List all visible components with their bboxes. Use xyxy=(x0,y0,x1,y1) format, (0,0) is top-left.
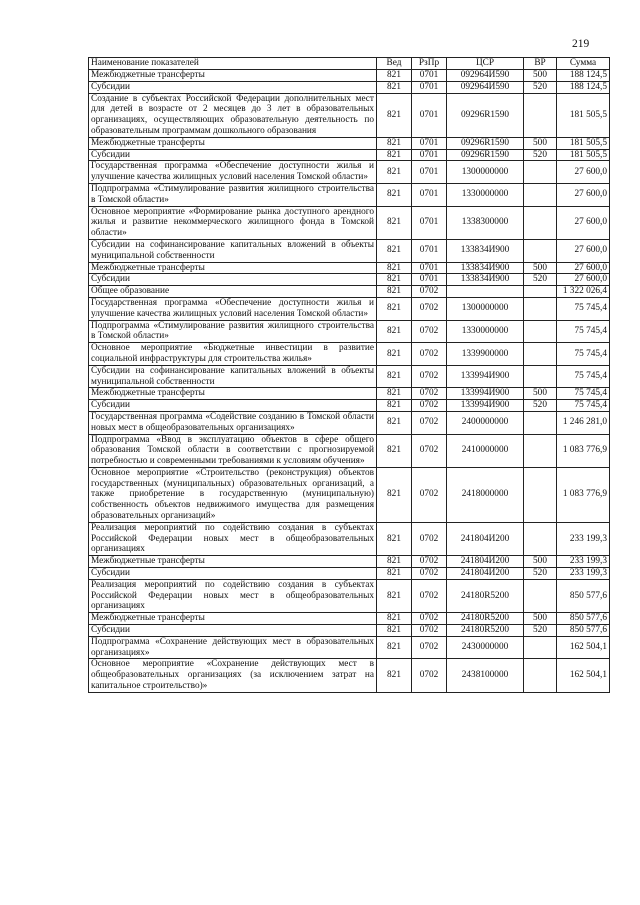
row-vr xyxy=(524,467,557,522)
row-rzpr: 0701 xyxy=(412,239,447,262)
row-sum: 233 199,3 xyxy=(557,568,610,580)
table-row xyxy=(89,522,610,555)
table-row xyxy=(89,137,610,149)
row-rzpr: 0701 xyxy=(412,161,447,184)
row-name: Государственная программа «Обеспечение доступности жилья и улучшение качества жилищных условий населения Томской области» xyxy=(89,297,377,320)
row-sum: 27 600,0 xyxy=(557,262,610,274)
row-csr: 09296R1590 xyxy=(447,149,524,161)
table-row xyxy=(89,579,610,612)
row-vr: 520 xyxy=(524,625,557,637)
row-csr: 241804И200 xyxy=(447,568,524,580)
row-sum: 27 600,0 xyxy=(557,274,610,286)
row-sum: 181 505,5 xyxy=(557,137,610,149)
budget-table xyxy=(88,57,610,693)
row-rzpr: 0702 xyxy=(412,659,447,692)
row-rzpr: 0702 xyxy=(412,556,447,568)
header-vr: ВР xyxy=(524,58,557,70)
row-vr xyxy=(524,522,557,555)
row-sum: 75 745,4 xyxy=(557,400,610,412)
row-csr: 09296R1590 xyxy=(447,137,524,149)
row-csr: 1300000000 xyxy=(447,297,524,320)
row-rzpr: 0701 xyxy=(412,206,447,239)
row-name: Основное мероприятие «Строительство (реконструкция) объектов государственных (муниципальных) образовательных организаций, а также приобретение в государственную (муниципальную) собственность объектов недвижимого имущества для размещения образовательных организаций» xyxy=(89,467,377,522)
row-rzpr: 0702 xyxy=(412,400,447,412)
row-vr xyxy=(524,434,557,467)
row-csr: 1300000000 xyxy=(447,161,524,184)
row-sum: 75 745,4 xyxy=(557,320,610,343)
table-row xyxy=(89,81,610,93)
table-body xyxy=(89,70,610,693)
row-vr: 500 xyxy=(524,70,557,82)
row-vr xyxy=(524,93,557,137)
header-name: Наименование показателей xyxy=(89,58,377,70)
row-vr xyxy=(524,365,557,388)
row-sum: 1 083 776,9 xyxy=(557,434,610,467)
row-name: Реализация мероприятий по содействию создания в субъектах Российской Федерации новых мест в общеобразовательных организациях xyxy=(89,579,377,612)
row-ved: 821 xyxy=(377,137,412,149)
row-csr xyxy=(447,286,524,298)
row-name: Субсидии xyxy=(89,400,377,412)
row-name: Субсидии xyxy=(89,274,377,286)
row-name: Межбюджетные трансферты xyxy=(89,137,377,149)
row-vr xyxy=(524,636,557,659)
table-row xyxy=(89,262,610,274)
header-csr: ЦСР xyxy=(447,58,524,70)
row-ved: 821 xyxy=(377,613,412,625)
table-row xyxy=(89,70,610,82)
row-csr: 2418000000 xyxy=(447,467,524,522)
row-rzpr: 0702 xyxy=(412,467,447,522)
row-sum: 27 600,0 xyxy=(557,161,610,184)
row-rzpr: 0702 xyxy=(412,286,447,298)
row-sum: 233 199,3 xyxy=(557,556,610,568)
row-rzpr: 0702 xyxy=(412,636,447,659)
row-rzpr: 0702 xyxy=(412,613,447,625)
row-csr: 092964И590 xyxy=(447,70,524,82)
table-row xyxy=(89,411,610,434)
row-vr xyxy=(524,297,557,320)
table-row xyxy=(89,568,610,580)
row-csr: 24180R5200 xyxy=(447,613,524,625)
table-header-row xyxy=(89,58,610,70)
row-csr: 092964И590 xyxy=(447,81,524,93)
row-ved: 821 xyxy=(377,556,412,568)
row-sum: 1 246 281,0 xyxy=(557,411,610,434)
row-ved: 821 xyxy=(377,411,412,434)
table-row xyxy=(89,625,610,637)
row-vr xyxy=(524,183,557,206)
row-ved: 821 xyxy=(377,206,412,239)
row-name: Основное мероприятие «Формирование рынка доступного арендного жилья и развитие некоммерческого жилищного фонда в Томской области» xyxy=(89,206,377,239)
row-name: Основное мероприятие «Сохранение действующих мест в общеобразовательных организациях (за исключением затрат на капитальное строительство)» xyxy=(89,659,377,692)
row-name: Субсидии xyxy=(89,149,377,161)
row-rzpr: 0701 xyxy=(412,183,447,206)
row-sum: 27 600,0 xyxy=(557,183,610,206)
row-csr: 1338300000 xyxy=(447,206,524,239)
row-sum: 75 745,4 xyxy=(557,388,610,400)
row-sum: 75 745,4 xyxy=(557,297,610,320)
table-row xyxy=(89,149,610,161)
table-row xyxy=(89,274,610,286)
row-ved: 821 xyxy=(377,161,412,184)
row-rzpr: 0701 xyxy=(412,70,447,82)
row-rzpr: 0702 xyxy=(412,388,447,400)
header-rzpr: РзПр xyxy=(412,58,447,70)
row-ved: 821 xyxy=(377,467,412,522)
row-vr: 520 xyxy=(524,149,557,161)
row-ved: 821 xyxy=(377,149,412,161)
row-rzpr: 0701 xyxy=(412,81,447,93)
row-name: Общее образование xyxy=(89,286,377,298)
row-rzpr: 0702 xyxy=(412,579,447,612)
row-vr: 500 xyxy=(524,613,557,625)
row-ved: 821 xyxy=(377,434,412,467)
row-vr: 500 xyxy=(524,137,557,149)
row-rzpr: 0702 xyxy=(412,568,447,580)
row-name: Государственная программа «Обеспечение доступности жилья и улучшение качества жилищных условий населения Томской области» xyxy=(89,161,377,184)
row-csr: 133834И900 xyxy=(447,262,524,274)
table-row xyxy=(89,400,610,412)
row-csr: 24180R5200 xyxy=(447,579,524,612)
table-row xyxy=(89,239,610,262)
row-csr: 2430000000 xyxy=(447,636,524,659)
row-name: Межбюджетные трансферты xyxy=(89,613,377,625)
row-vr xyxy=(524,239,557,262)
row-sum: 162 504,1 xyxy=(557,636,610,659)
row-csr: 09296R1590 xyxy=(447,93,524,137)
row-rzpr: 0701 xyxy=(412,274,447,286)
row-sum: 188 124,5 xyxy=(557,81,610,93)
row-csr: 2400000000 xyxy=(447,411,524,434)
row-csr: 133994И900 xyxy=(447,388,524,400)
row-name: Государственная программа «Содействие созданию в Томской области новых мест в общеобразовательных организациях» xyxy=(89,411,377,434)
row-sum: 27 600,0 xyxy=(557,239,610,262)
row-csr: 1330000000 xyxy=(447,183,524,206)
row-vr xyxy=(524,579,557,612)
row-sum: 27 600,0 xyxy=(557,206,610,239)
row-rzpr: 0701 xyxy=(412,149,447,161)
row-ved: 821 xyxy=(377,286,412,298)
row-csr: 133834И900 xyxy=(447,274,524,286)
table-row xyxy=(89,320,610,343)
row-rzpr: 0702 xyxy=(412,365,447,388)
row-vr: 500 xyxy=(524,556,557,568)
row-sum: 1 083 776,9 xyxy=(557,467,610,522)
row-csr: 133994И900 xyxy=(447,400,524,412)
row-sum: 181 505,5 xyxy=(557,93,610,137)
row-ved: 821 xyxy=(377,365,412,388)
row-name: Основное мероприятие «Бюджетные инвестиции в развитие социальной инфраструктуры для строительства жилья» xyxy=(89,343,377,366)
row-sum: 850 577,6 xyxy=(557,579,610,612)
row-rzpr: 0702 xyxy=(412,411,447,434)
row-vr xyxy=(524,161,557,184)
row-csr: 1330000000 xyxy=(447,320,524,343)
row-sum: 75 745,4 xyxy=(557,365,610,388)
row-ved: 821 xyxy=(377,81,412,93)
row-name: Межбюджетные трансферты xyxy=(89,70,377,82)
row-name: Подпрограмма «Стимулирование развития жилищного строительства в Томской области» xyxy=(89,320,377,343)
row-vr: 520 xyxy=(524,274,557,286)
row-ved: 821 xyxy=(377,320,412,343)
row-sum: 1 322 026,4 xyxy=(557,286,610,298)
row-name: Реализация мероприятий по содействию создания в субъектах Российской Федерации новых мест в общеобразовательных организациях xyxy=(89,522,377,555)
table-row xyxy=(89,286,610,298)
row-vr xyxy=(524,286,557,298)
table-row xyxy=(89,636,610,659)
row-name: Межбюджетные трансферты xyxy=(89,262,377,274)
row-ved: 821 xyxy=(377,274,412,286)
row-vr: 500 xyxy=(524,262,557,274)
row-ved: 821 xyxy=(377,636,412,659)
row-ved: 821 xyxy=(377,659,412,692)
row-vr: 500 xyxy=(524,388,557,400)
row-ved: 821 xyxy=(377,183,412,206)
table-row xyxy=(89,297,610,320)
row-ved: 821 xyxy=(377,388,412,400)
table-row xyxy=(89,659,610,692)
row-csr: 133994И900 xyxy=(447,365,524,388)
row-ved: 821 xyxy=(377,343,412,366)
row-csr: 2438100000 xyxy=(447,659,524,692)
row-sum: 850 577,6 xyxy=(557,613,610,625)
row-ved: 821 xyxy=(377,522,412,555)
row-vr xyxy=(524,320,557,343)
row-ved: 821 xyxy=(377,93,412,137)
table-row xyxy=(89,467,610,522)
row-csr: 241804И200 xyxy=(447,556,524,568)
table-row xyxy=(89,388,610,400)
row-ved: 821 xyxy=(377,400,412,412)
row-ved: 821 xyxy=(377,625,412,637)
row-rzpr: 0701 xyxy=(412,137,447,149)
row-ved: 821 xyxy=(377,239,412,262)
row-rzpr: 0701 xyxy=(412,262,447,274)
row-rzpr: 0702 xyxy=(412,343,447,366)
row-name: Субсидии xyxy=(89,568,377,580)
row-name: Субсидии xyxy=(89,81,377,93)
row-csr: 24180R5200 xyxy=(447,625,524,637)
row-vr xyxy=(524,659,557,692)
row-ved: 821 xyxy=(377,70,412,82)
row-sum: 162 504,1 xyxy=(557,659,610,692)
row-rzpr: 0702 xyxy=(412,320,447,343)
row-csr: 241804И200 xyxy=(447,522,524,555)
row-csr: 1339900000 xyxy=(447,343,524,366)
row-ved: 821 xyxy=(377,568,412,580)
row-name: Субсидии на софинансирование капитальных вложений в объекты муниципальной собственности xyxy=(89,365,377,388)
table-row xyxy=(89,365,610,388)
row-name: Подпрограмма «Сохранение действующих мест в образовательных организациях» xyxy=(89,636,377,659)
header-ved: Вед xyxy=(377,58,412,70)
row-sum: 75 745,4 xyxy=(557,343,610,366)
table-row xyxy=(89,93,610,137)
row-vr: 520 xyxy=(524,568,557,580)
table-row xyxy=(89,183,610,206)
row-vr: 520 xyxy=(524,81,557,93)
row-ved: 821 xyxy=(377,579,412,612)
row-vr: 520 xyxy=(524,400,557,412)
row-vr xyxy=(524,411,557,434)
table-row xyxy=(89,434,610,467)
row-ved: 821 xyxy=(377,262,412,274)
row-name: Субсидии xyxy=(89,625,377,637)
row-name: Субсидии на софинансирование капитальных вложений в объекты муниципальной собственности xyxy=(89,239,377,262)
table-row xyxy=(89,206,610,239)
row-name: Межбюджетные трансферты xyxy=(89,388,377,400)
header-sum: Сумма xyxy=(557,58,610,70)
table-row xyxy=(89,343,610,366)
row-sum: 188 124,5 xyxy=(557,70,610,82)
row-csr: 133834И900 xyxy=(447,239,524,262)
row-vr xyxy=(524,206,557,239)
row-rzpr: 0702 xyxy=(412,297,447,320)
table-row xyxy=(89,613,610,625)
row-sum: 850 577,6 xyxy=(557,625,610,637)
row-ved: 821 xyxy=(377,297,412,320)
row-name: Создание в субъектах Российской Федерации дополнительных мест для детей в возрасте от 2 месяцев до 3 лет в образовательных организациях, осуществляющих образовательную деятельность по образовательным программам дошкольного образования xyxy=(89,93,377,137)
row-rzpr: 0701 xyxy=(412,93,447,137)
row-rzpr: 0702 xyxy=(412,625,447,637)
row-name: Межбюджетные трансферты xyxy=(89,556,377,568)
table-row xyxy=(89,161,610,184)
row-rzpr: 0702 xyxy=(412,522,447,555)
row-vr xyxy=(524,343,557,366)
row-sum: 181 505,5 xyxy=(557,149,610,161)
row-sum: 233 199,3 xyxy=(557,522,610,555)
row-name: Подпрограмма «Стимулирование развития жилищного строительства в Томской области» xyxy=(89,183,377,206)
row-name: Подпрограмма «Ввод в эксплуатацию объектов в сфере общего образования Томской области в соответствии с прогнозируемой потребностью и современными требованиями к условиям обучения» xyxy=(89,434,377,467)
row-rzpr: 0702 xyxy=(412,434,447,467)
page-number: 219 xyxy=(572,38,590,50)
table-row xyxy=(89,556,610,568)
row-csr: 2410000000 xyxy=(447,434,524,467)
